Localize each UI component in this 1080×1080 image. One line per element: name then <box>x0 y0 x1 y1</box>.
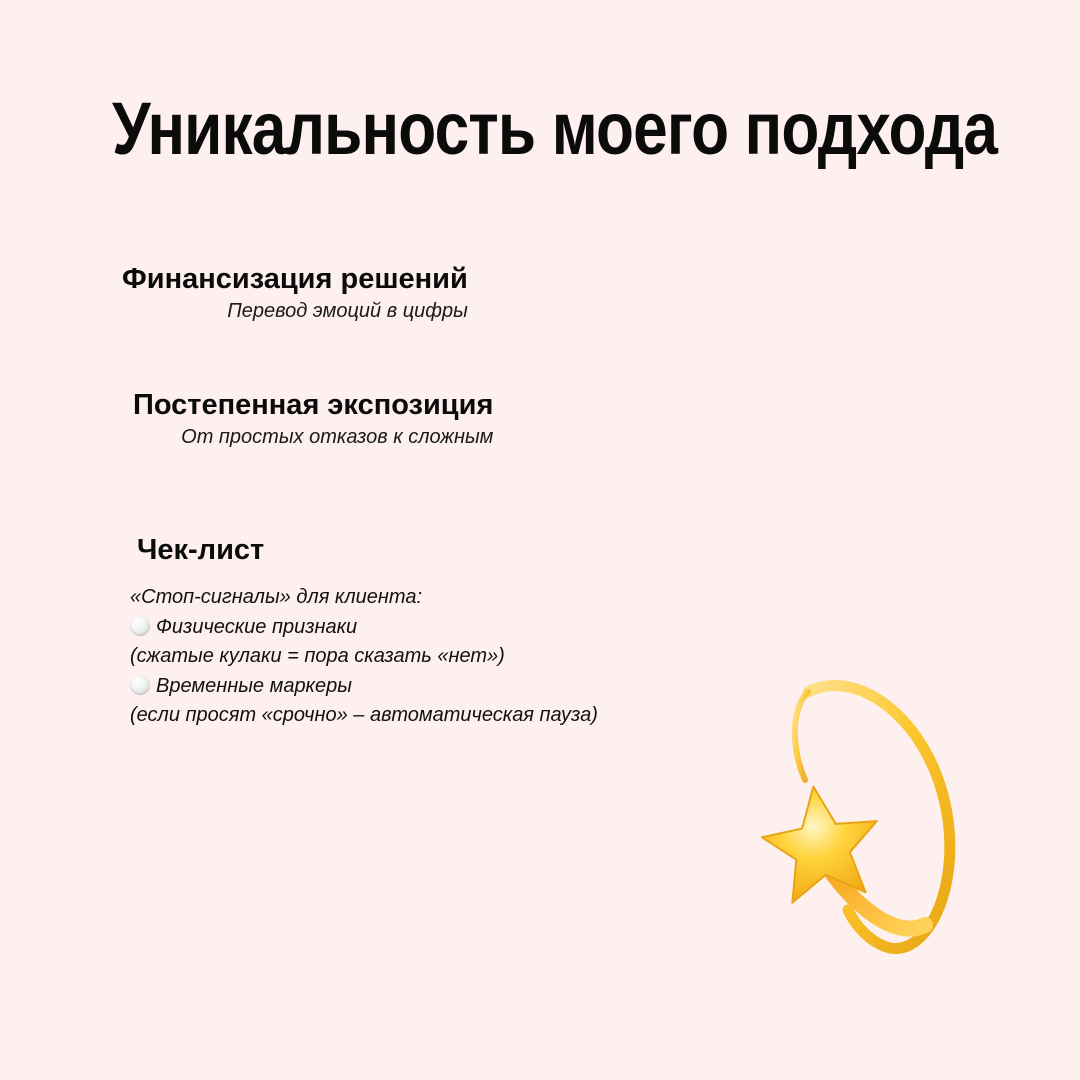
approach-item-financization <box>122 262 468 323</box>
approach-item-subtitle: От простых отказов к сложным <box>181 425 494 448</box>
page-title: Уникальность моего подхода <box>112 87 998 170</box>
white-circle-icon <box>130 675 150 695</box>
checklist-item <box>130 672 598 702</box>
checklist-item <box>130 613 598 643</box>
checklist-item-detail: (если просят «срочно» – автоматическая пауза) <box>130 704 598 726</box>
dizzy-star-icon <box>760 670 960 960</box>
approach-item-subtitle: Перевод эмоций в цифры <box>227 299 468 322</box>
checklist-intro: «Стоп-сигналы» для клиента: <box>130 586 423 608</box>
checklist-body <box>130 583 598 731</box>
approach-item-heading: Постепенная экспозиция <box>133 389 494 421</box>
white-circle-icon <box>130 616 150 636</box>
approach-item-heading: Финансизация решений <box>122 263 468 295</box>
approach-item-exposure <box>133 388 493 449</box>
checklist-item-label: Физические признаки <box>156 615 358 638</box>
checklist-heading: Чек-лист <box>137 534 265 566</box>
checklist-item-label: Временные маркеры <box>156 674 352 697</box>
checklist-item-detail: (сжатые кулаки = пора сказать «нет») <box>130 645 505 667</box>
